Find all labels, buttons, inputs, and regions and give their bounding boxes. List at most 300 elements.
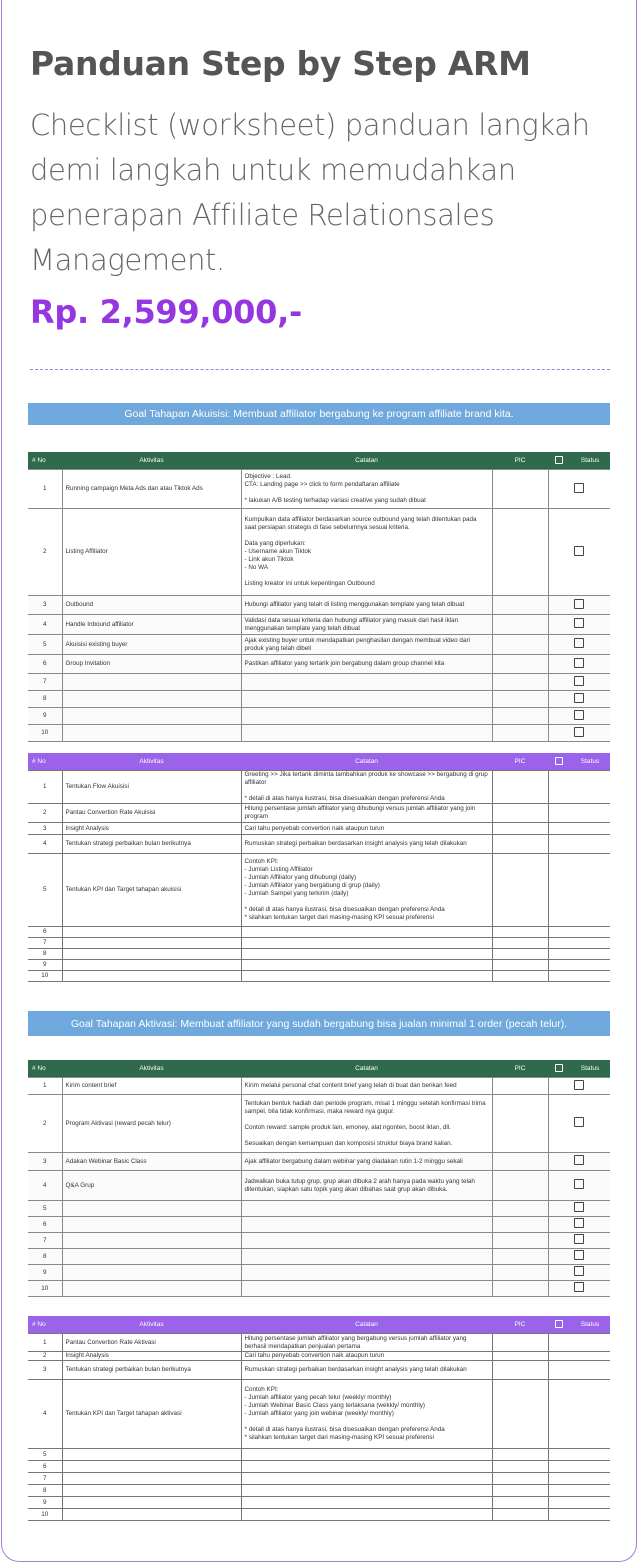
table-row (28, 1281, 610, 1297)
col-status: Status (570, 753, 610, 771)
row-no: 4 (28, 1171, 62, 1201)
table-row (28, 1334, 610, 1352)
row-status[interactable] (548, 1153, 610, 1171)
row-no: 8 (28, 1485, 62, 1497)
status-checkbox[interactable] (574, 599, 584, 609)
status-checkbox[interactable] (574, 1282, 584, 1292)
row-pic[interactable] (492, 691, 548, 708)
row-pic[interactable] (492, 1265, 548, 1281)
row-status[interactable] (548, 691, 610, 708)
row-no: 7 (28, 674, 62, 691)
row-status[interactable] (548, 835, 610, 854)
row-catatan[interactable]: Hitung persentase jumlah affiliator yang dihubungi versus jumlah affiliator yang join program (241, 804, 492, 823)
row-catatan[interactable] (241, 1249, 492, 1265)
row-status[interactable] (548, 771, 610, 804)
row-aktivitas[interactable] (62, 1233, 241, 1249)
row-no: 10 (28, 1509, 62, 1521)
row-no: 1 (28, 771, 62, 804)
row-status[interactable] (548, 1485, 610, 1497)
row-aktivitas[interactable]: Outbound (62, 596, 241, 615)
row-pic[interactable] (492, 674, 548, 691)
price: Rp. 2,599,000,- (30, 293, 302, 331)
row-aktivitas[interactable]: Running campaign Meta Ads dan atau Tiktok Ads (62, 470, 241, 509)
table-row (28, 725, 610, 742)
row-status[interactable] (548, 1509, 610, 1521)
row-pic[interactable] (492, 1153, 548, 1171)
checkbox-icon (555, 1320, 563, 1328)
row-pic[interactable] (492, 854, 548, 927)
col-catatan: Catatan (241, 1316, 492, 1334)
col-check (548, 753, 570, 771)
row-aktivitas[interactable] (62, 1509, 241, 1521)
product-description: Checklist (worksheet) panduan langkah demi langkah untuk memudahkan penerapan Affiliate Relationsales Management. (30, 108, 590, 277)
row-aktivitas[interactable] (62, 949, 241, 960)
row-status[interactable] (548, 1497, 610, 1509)
table-row (28, 1509, 610, 1521)
row-status[interactable] (548, 1473, 610, 1485)
col-pic: PIC (492, 1316, 548, 1334)
table-row (28, 1485, 610, 1497)
row-pic[interactable] (492, 635, 548, 655)
col-no: # No (28, 452, 62, 470)
checkbox-icon (555, 456, 563, 464)
status-checkbox[interactable] (574, 1155, 584, 1165)
row-status[interactable] (548, 960, 610, 971)
table-row (28, 708, 610, 725)
table-header (28, 753, 610, 771)
row-aktivitas[interactable]: Kirim content brief (62, 1078, 241, 1095)
row-aktivitas[interactable]: Akuisisi existing buyer (62, 635, 241, 655)
row-pic[interactable] (492, 1281, 548, 1297)
row-pic[interactable] (492, 1380, 548, 1449)
row-catatan[interactable] (241, 1509, 492, 1521)
row-catatan[interactable]: Validasi data sesuai kriteria dan hubungi affiliator yang masuk dari hasil iklan menggunakan template yang telah dibuat (241, 615, 492, 635)
row-catatan[interactable] (241, 1201, 492, 1217)
row-catatan[interactable] (241, 1497, 492, 1509)
row-no: 6 (28, 1217, 62, 1233)
row-pic[interactable] (492, 655, 548, 674)
row-status[interactable] (548, 938, 610, 949)
table-row (28, 691, 610, 708)
row-no: 6 (28, 1461, 62, 1473)
table-row (28, 1461, 610, 1473)
row-catatan[interactable]: Hubungi affiliator yang telah di listing menggunakan template yang telah dibuat (241, 596, 492, 615)
row-pic[interactable] (492, 1497, 548, 1509)
col-aktivitas: Aktivitas (62, 1316, 241, 1334)
row-status[interactable] (548, 1217, 610, 1233)
table-row (28, 1153, 610, 1171)
table-row (28, 854, 610, 927)
table-row (28, 1233, 610, 1249)
status-checkbox[interactable] (574, 618, 584, 628)
row-aktivitas[interactable] (62, 691, 241, 708)
row-pic[interactable] (492, 1461, 548, 1473)
row-status[interactable] (548, 1449, 610, 1461)
status-checkbox[interactable] (574, 1117, 584, 1127)
row-aktivitas[interactable]: Listing Affiliator (62, 509, 241, 596)
col-status: Status (570, 452, 610, 470)
row-catatan[interactable]: Cari tahu penyebab convertion naik ataupun turun (241, 823, 492, 835)
table-row (28, 1171, 610, 1201)
status-checkbox[interactable] (574, 1179, 584, 1189)
row-catatan[interactable]: Rumuskan strategi perbaikan berdasarkan insight analysis yang telah dilakukan (241, 835, 492, 854)
row-aktivitas[interactable] (62, 1497, 241, 1509)
table-row (28, 835, 610, 854)
row-no: 9 (28, 708, 62, 725)
row-no: 3 (28, 823, 62, 835)
divider (30, 369, 610, 370)
row-aktivitas[interactable]: Insight Analysis (62, 823, 241, 835)
row-pic[interactable] (492, 1217, 548, 1233)
row-catatan[interactable] (241, 1461, 492, 1473)
row-aktivitas[interactable] (62, 1473, 241, 1485)
row-no: 3 (28, 1361, 62, 1380)
row-pic[interactable] (492, 1509, 548, 1521)
row-catatan[interactable] (241, 1281, 492, 1297)
row-pic[interactable] (492, 960, 548, 971)
row-no: 1 (28, 470, 62, 509)
table-row (28, 1361, 610, 1380)
checklist-table (28, 1060, 610, 1297)
status-checkbox[interactable] (574, 1266, 584, 1276)
checklist-table (28, 1316, 610, 1521)
table-row (28, 1473, 610, 1485)
row-catatan[interactable] (241, 949, 492, 960)
row-no: 2 (28, 804, 62, 823)
row-pic[interactable] (492, 1171, 548, 1201)
row-aktivitas[interactable] (62, 960, 241, 971)
table-row (28, 1078, 610, 1095)
col-check (548, 452, 570, 470)
table-header (28, 1060, 610, 1078)
row-no: 9 (28, 1497, 62, 1509)
row-pic[interactable] (492, 1249, 548, 1265)
row-status[interactable] (548, 509, 610, 596)
row-aktivitas[interactable] (62, 1217, 241, 1233)
table-row (28, 655, 610, 674)
row-aktivitas[interactable] (62, 708, 241, 725)
row-status[interactable] (548, 635, 610, 655)
col-pic: PIC (492, 753, 548, 771)
row-pic[interactable] (492, 708, 548, 725)
row-catatan[interactable]: Objective : Lead. CTA: Landing page >> click to form pendaftaran affiliate * lakukan A/B testing terhadap variasi creative yang sudah dibuat (241, 470, 492, 509)
row-no: 2 (28, 1095, 62, 1153)
checklist-table (28, 452, 610, 742)
table-row (28, 509, 610, 596)
goal-banner: Goal Tahapan Aktivasi: Membuat affiliator yang sudah bergabung bisa jualan minimal 1 order (pecah telur). (28, 1011, 610, 1036)
status-checkbox[interactable] (574, 658, 584, 668)
row-no: 7 (28, 938, 62, 949)
table-row (28, 823, 610, 835)
row-pic[interactable] (492, 804, 548, 823)
row-status[interactable] (548, 927, 610, 938)
row-aktivitas[interactable]: Tentukan strategi perbaikan bulan berikutnya (62, 1361, 241, 1380)
row-catatan[interactable]: Tentukan bentuk hadiah dan periode program, misal 1 minggu setelah konfirmasi trima sampel, bila tidak konfirmasi, maka reward nya gugur. Contoh reward: sample produk lain, emoney, alat ngonten, boost iklan, dll. Sesuaikan dengan kemampuan dan komposisi struktur biaya brand kalian. (241, 1095, 492, 1153)
row-pic[interactable] (492, 823, 548, 835)
row-catatan[interactable] (241, 1485, 492, 1497)
row-pic[interactable] (492, 1201, 548, 1217)
table-row (28, 635, 610, 655)
row-aktivitas[interactable]: Insight Analysis (62, 1352, 241, 1361)
row-no: 9 (28, 960, 62, 971)
row-status[interactable] (548, 596, 610, 615)
row-pic[interactable] (492, 1485, 548, 1497)
row-aktivitas[interactable] (62, 1249, 241, 1265)
row-pic[interactable] (492, 1095, 548, 1153)
row-status[interactable] (548, 1233, 610, 1249)
row-status[interactable] (548, 1201, 610, 1217)
row-aktivitas[interactable] (62, 1201, 241, 1217)
row-pic[interactable] (492, 927, 548, 938)
row-aktivitas[interactable]: Tentukan strategi perbaikan bulan berikutnya (62, 835, 241, 854)
row-no: 6 (28, 927, 62, 938)
status-checkbox[interactable] (574, 638, 584, 648)
row-no: 9 (28, 1265, 62, 1281)
row-catatan[interactable]: Rumuskan strategi perbaikan berdasarkan insight analysis yang telah dilakukan (241, 1361, 492, 1380)
row-no: 4 (28, 615, 62, 635)
row-no: 8 (28, 949, 62, 960)
row-catatan[interactable]: Contoh KPI: - Jumlah affiliator yang pecah telur (weekly/ monthly) - Jumlah Webinar Basic Class yang terlaksana (wekkly/ monthly) - Jumlah affiliator yang join webinar (weekly/ monthly) * detail di atas hanya ilustrasi, bisa disesuaikan dengan preferensi Anda * silahkan tentukan target dari masing-masing KPI sesuai preferensi (241, 1380, 492, 1449)
row-aktivitas[interactable]: Group Invitation (62, 655, 241, 674)
row-catatan[interactable] (241, 960, 492, 971)
goal-banner: Goal Tahapan Akuisisi: Membuat affiliator bergabung ke program affiliate brand kita. (28, 403, 610, 425)
row-no: 4 (28, 835, 62, 854)
row-aktivitas[interactable] (62, 674, 241, 691)
col-catatan: Catatan (241, 1060, 492, 1078)
row-status[interactable] (548, 1171, 610, 1201)
row-no: 3 (28, 1153, 62, 1171)
row-catatan[interactable] (241, 674, 492, 691)
table-row (28, 470, 610, 509)
checklist-table (28, 753, 610, 982)
row-no: 5 (28, 1449, 62, 1461)
checkbox-icon (555, 757, 563, 765)
row-catatan[interactable]: Cari tahu penyebab convertion naik ataupun turun (241, 1352, 492, 1361)
row-aktivitas[interactable]: Program Aktivasi (reward pecah telur) (62, 1095, 241, 1153)
row-status[interactable] (548, 1380, 610, 1449)
status-checkbox[interactable] (574, 546, 584, 556)
row-aktivitas[interactable]: Handle Inbound affiliator (62, 615, 241, 635)
row-catatan[interactable] (241, 1473, 492, 1485)
table-row (28, 1497, 610, 1509)
row-catatan[interactable]: Hitung persentase jumlah affiliator yang bergabung versus jumlah affiliator yang berhasil mendapatkan penjualan pertama (241, 1334, 492, 1352)
status-checkbox[interactable] (574, 483, 584, 493)
row-pic[interactable] (492, 1473, 548, 1485)
row-aktivitas[interactable] (62, 971, 241, 982)
row-no: 6 (28, 655, 62, 674)
row-catatan[interactable] (241, 691, 492, 708)
row-pic[interactable] (492, 938, 548, 949)
row-catatan[interactable] (241, 938, 492, 949)
row-aktivitas[interactable]: Tentukan KPI dan Target tahapan akuisisi (62, 854, 241, 927)
row-aktivitas[interactable] (62, 725, 241, 742)
col-status: Status (570, 1060, 610, 1078)
col-no: # No (28, 1316, 62, 1334)
row-pic[interactable] (492, 949, 548, 960)
row-no: 8 (28, 691, 62, 708)
row-status[interactable] (548, 470, 610, 509)
col-catatan: Catatan (241, 753, 492, 771)
row-status[interactable] (548, 1078, 610, 1095)
row-pic[interactable] (492, 615, 548, 635)
row-catatan[interactable] (241, 1233, 492, 1249)
row-aktivitas[interactable]: Q&A Grup (62, 1171, 241, 1201)
status-checkbox[interactable] (574, 1218, 584, 1228)
row-aktivitas[interactable] (62, 1281, 241, 1297)
row-status[interactable] (548, 804, 610, 823)
row-catatan[interactable] (241, 927, 492, 938)
row-pic[interactable] (492, 1078, 548, 1095)
col-aktivitas: Aktivitas (62, 1060, 241, 1078)
row-no: 10 (28, 971, 62, 982)
row-catatan[interactable] (241, 1217, 492, 1233)
checkbox-icon (555, 1064, 563, 1072)
row-pic[interactable] (492, 1352, 548, 1361)
row-status[interactable] (548, 949, 610, 960)
row-no: 2 (28, 509, 62, 596)
row-catatan[interactable]: Pastikan affiliator yang tertarik join bergabung dalam group channel kita (241, 655, 492, 674)
row-pic[interactable] (492, 835, 548, 854)
table-row (28, 674, 610, 691)
row-no: 5 (28, 635, 62, 655)
row-catatan[interactable] (241, 708, 492, 725)
status-checkbox[interactable] (574, 1250, 584, 1260)
row-catatan[interactable]: Jadwalkan buka tutup grup, grup akan dibuka 2 arah hanya pada waktu yang telah ditentukan, siapkan satu topik yang akan dibahas saat grup akan dibuka. (241, 1171, 492, 1201)
table-row (28, 615, 610, 635)
row-aktivitas[interactable]: Pantau Convertion Rate Aktivasi (62, 1334, 241, 1352)
row-pic[interactable] (492, 1334, 548, 1352)
status-checkbox[interactable] (574, 1080, 584, 1090)
row-pic[interactable] (492, 1233, 548, 1249)
row-status[interactable] (548, 1334, 610, 1352)
table-row (28, 804, 610, 823)
table-row (28, 1249, 610, 1265)
row-status[interactable] (548, 615, 610, 635)
table-row (28, 971, 610, 982)
row-catatan[interactable]: Contoh KPI: - Jumlah Listing Affiliator - Jumlah Affiliator yang dihubungi (daily) - Jumlah Affiliator yang bergabung di grup (daily) - Jumlah Sampel yang terkirim (daily) * detail di atas hanya ilustrasi, bisa disesuaikan dengan preferensi Anda * silahkan tentukan target dari masing-masing KPI sesuai preferensi (241, 854, 492, 927)
table-row (28, 771, 610, 804)
row-no: 2 (28, 1352, 62, 1361)
status-checkbox[interactable] (574, 1202, 584, 1212)
row-status[interactable] (548, 854, 610, 927)
col-check (548, 1060, 570, 1078)
row-status[interactable] (548, 1461, 610, 1473)
row-aktivitas[interactable]: Pantau Convertion Rate Akuisisi (62, 804, 241, 823)
row-status[interactable] (548, 725, 610, 742)
row-pic[interactable] (492, 470, 548, 509)
col-no: # No (28, 753, 62, 771)
row-status[interactable] (548, 708, 610, 725)
row-aktivitas[interactable] (62, 1485, 241, 1497)
page-title: Panduan Step by Step ARM (30, 44, 531, 83)
row-catatan[interactable] (241, 971, 492, 982)
row-status[interactable] (548, 1352, 610, 1361)
row-aktivitas[interactable] (62, 1265, 241, 1281)
row-catatan[interactable]: Ajak existing buyer untuk mendapatkan penghasilan dengan membuat video dari produk yang telah dibeli (241, 635, 492, 655)
row-no: 10 (28, 725, 62, 742)
row-aktivitas[interactable] (62, 927, 241, 938)
row-catatan[interactable]: Greeting >> Jika tertarik diminta tambahkan produk ke showcase >> bergabung di grup affiliator * detail di atas hanya ilustrasi, bisa disesuaikan dengan preferensi Anda (241, 771, 492, 804)
row-status[interactable] (548, 1265, 610, 1281)
row-no: 10 (28, 1281, 62, 1297)
row-no: 4 (28, 1380, 62, 1449)
row-catatan[interactable] (241, 1265, 492, 1281)
table-row (28, 927, 610, 938)
row-no: 5 (28, 1201, 62, 1217)
row-no: 7 (28, 1473, 62, 1485)
row-no: 1 (28, 1078, 62, 1095)
row-status[interactable] (548, 674, 610, 691)
col-no: # No (28, 1060, 62, 1078)
col-catatan: Catatan (241, 452, 492, 470)
row-pic[interactable] (492, 596, 548, 615)
row-status[interactable] (548, 1361, 610, 1380)
row-status[interactable] (548, 971, 610, 982)
row-catatan[interactable] (241, 1449, 492, 1461)
status-checkbox[interactable] (574, 693, 584, 703)
row-no: 3 (28, 596, 62, 615)
row-aktivitas[interactable]: Tentukan Flow Akuisisi (62, 771, 241, 804)
row-catatan[interactable]: Ajak affiliator bergabung dalam webinar yang diadakan rutin 1-2 minggu sekali (241, 1153, 492, 1171)
row-aktivitas[interactable] (62, 1461, 241, 1473)
row-no: 8 (28, 1249, 62, 1265)
row-pic[interactable] (492, 1449, 548, 1461)
row-catatan[interactable]: Kumpulkan data affiliator berdasarkan source outbound yang telah ditentukan pada saat persiapan strategis di fase sebelumnya sesuai kriteria. Data yang diperlukan: - Username akun Tiktok - Link akun Tiktok - No WA Listing kreator ini untuk kepentingan Outbound (241, 509, 492, 596)
table-row (28, 949, 610, 960)
col-pic: PIC (492, 452, 548, 470)
status-checkbox[interactable] (574, 727, 584, 737)
col-status: Status (570, 1316, 610, 1334)
status-checkbox[interactable] (574, 1234, 584, 1244)
row-pic[interactable] (492, 1361, 548, 1380)
row-status[interactable] (548, 823, 610, 835)
col-check (548, 1316, 570, 1334)
row-status[interactable] (548, 1281, 610, 1297)
col-pic: PIC (492, 1060, 548, 1078)
row-pic[interactable] (492, 509, 548, 596)
row-aktivitas[interactable]: Tentukan KPI dan Target tahapan aktivasi (62, 1380, 241, 1449)
table-row (28, 960, 610, 971)
table-row (28, 1352, 610, 1361)
table-row (28, 1201, 610, 1217)
table-row (28, 1095, 610, 1153)
table-row (28, 1265, 610, 1281)
col-aktivitas: Aktivitas (62, 753, 241, 771)
status-checkbox[interactable] (574, 676, 584, 686)
table-row (28, 1217, 610, 1233)
table-header (28, 452, 610, 470)
row-pic[interactable] (492, 971, 548, 982)
row-status[interactable] (548, 1095, 610, 1153)
col-aktivitas: Aktivitas (62, 452, 241, 470)
row-aktivitas[interactable]: Adakan Webinar Basic Class (62, 1153, 241, 1171)
row-catatan[interactable]: Kirim melalui personal chat content brief yang telah di buat dan berikan feed (241, 1078, 492, 1095)
row-status[interactable] (548, 655, 610, 674)
table-row (28, 938, 610, 949)
row-aktivitas[interactable] (62, 938, 241, 949)
table-header (28, 1316, 610, 1334)
row-no: 1 (28, 1334, 62, 1352)
row-no: 7 (28, 1233, 62, 1249)
row-aktivitas[interactable] (62, 1449, 241, 1461)
row-catatan[interactable] (241, 725, 492, 742)
row-no: 5 (28, 854, 62, 927)
row-pic[interactable] (492, 725, 548, 742)
table-row (28, 596, 610, 615)
row-status[interactable] (548, 1249, 610, 1265)
row-pic[interactable] (492, 771, 548, 804)
status-checkbox[interactable] (574, 710, 584, 720)
